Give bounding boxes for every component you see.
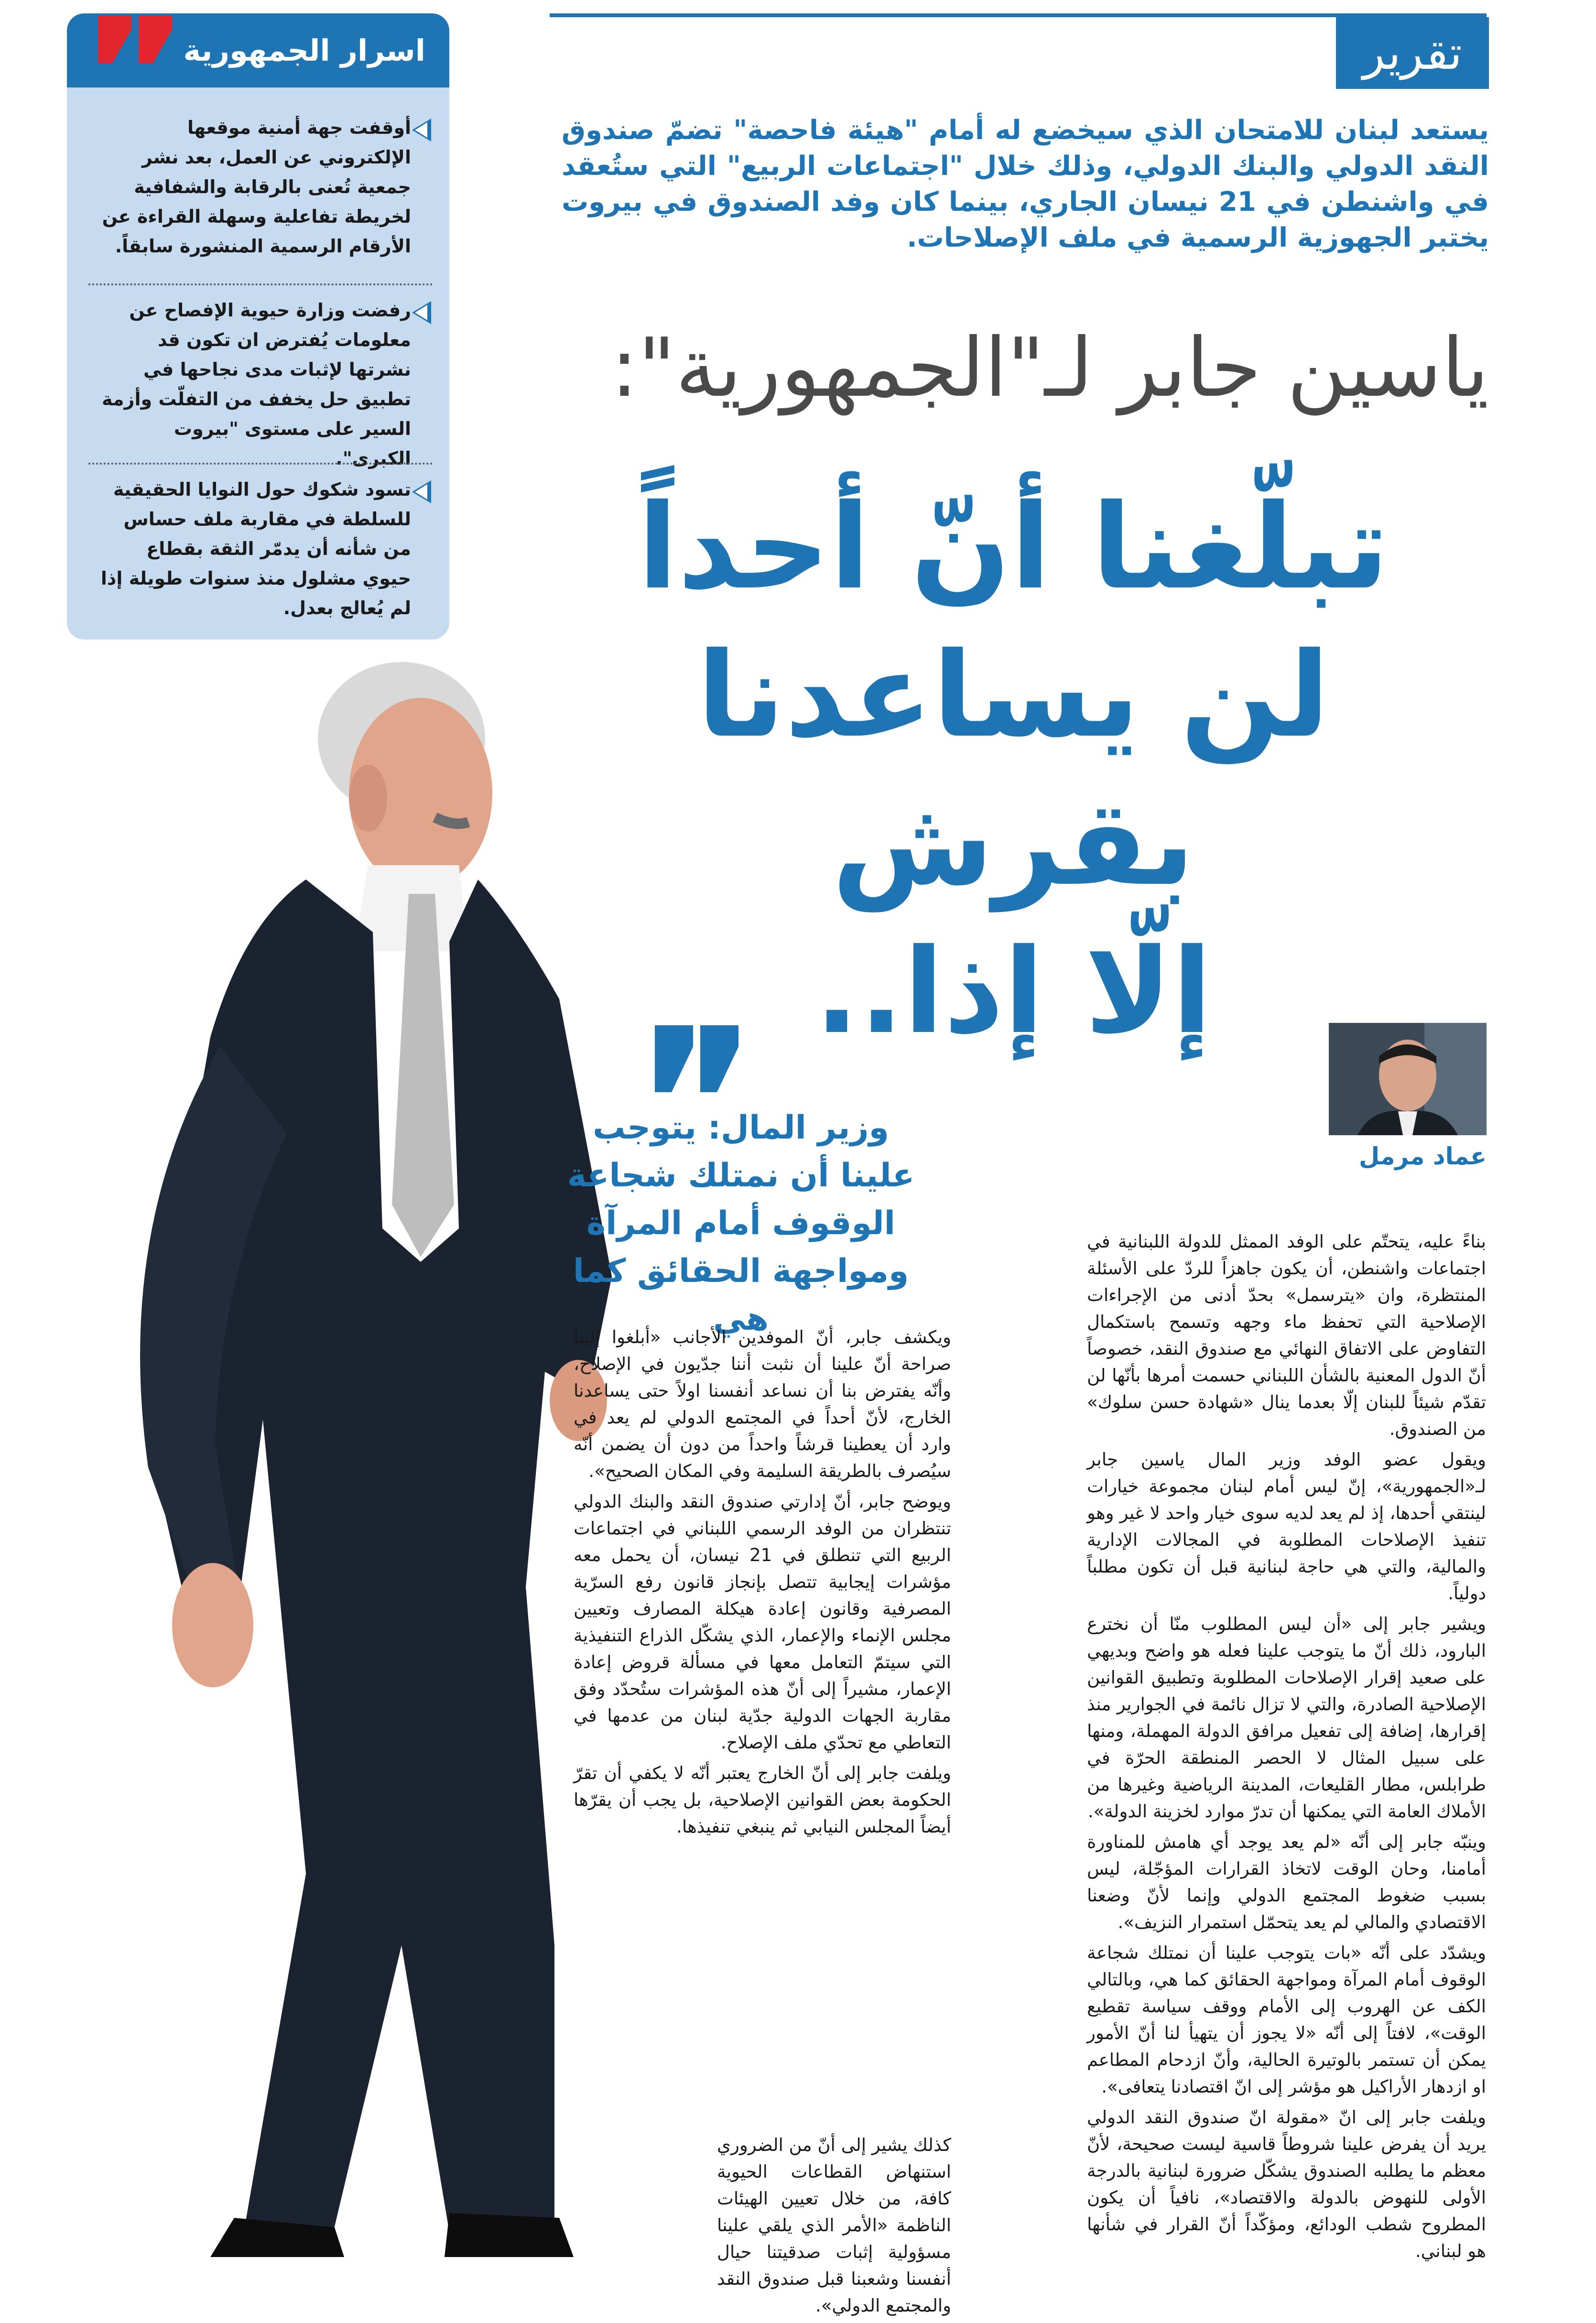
triangle-bullet-icon: [412, 119, 431, 141]
paragraph: ويكشف جابر، أنّ الموفدين الأجانب «أبلغوا إلينا صراحة أنّ علينا أن نثبت أننا جدّيون في الإصلاح، وأنّه يفترض بنا أن نساعد أنفسنا اولاً حتى يساعدنا الخارج، لأنّ أحداً في المجتمع الدولي لم يعد في وارد أن يعطينا قرشاً واحداً من دون أن يضمن أنّه سيُصرف بالطريقة السليمة وفي المكان الصحيح».: [574, 1327, 951, 1481]
headline-line: إلّا إذا..: [814, 923, 1212, 1060]
paragraph: ويقول عضو الوفد وزير المال ياسين جابر لـ«الجمهورية»، إنّ ليس أمام لبنان مجموعة خيارات لينتقي أحدها، إذ لم يعد لديه سوى خيار واحد لا غير وهو تنفيذ الإصلاحات المطلوبة في المجالات الإدارية والمالية، والتي هي حاجة لبنانية قبل أن تكون مطلباً دولياً.: [1087, 1449, 1486, 1604]
paragraph: وينبّه جابر إلى أنّه «لم يعد يوجد أي هامش للمناورة أمامنا، وحان الوقت لاتخاذ القرارات المؤجّلة، ليس بسبب ضغوط المجتمع الدولي وإنما لأنّ وضعنا الاقتصادي والمالي لم يعد يتحمّل استمرار النزيف».: [1087, 1832, 1486, 1932]
author-name: عماد مرمل: [1358, 1142, 1487, 1170]
article-column-left-narrow: [717, 2132, 951, 2323]
section-tag: تقرير: [1336, 17, 1489, 89]
minister-photo: [38, 655, 621, 2257]
sidebar-header: [67, 13, 449, 87]
author-photo: [1329, 1023, 1487, 1135]
paragraph: كذلك يشير إلى أنّ من الضروري استنهاض القطاعات الحيوية كافة، من خلال تعيين الهيئات الناظمة «الأمر الذي يلقي علينا مسؤولية إثبات صدقيتنا حيال أنفسنا وشعبنا قبل صندوق النقد والمجتمع الدولي».: [717, 2135, 951, 2316]
sidebar-item: رفضت وزارة حيوية الإفصاح عن معلومات يُفترض ان تكون قد نشرتها لإثبات مدى نجاحها في تطبيق حل يخفف من التفلّت وأزمة السير على مستوى "بيروت الكبرى".: [102, 300, 411, 469]
paragraph: ويوضح جابر، أنّ إدارتي صندوق النقد والبنك الدولي تنتظران من الوفد الرسمي اللبناني في اجتماعات الربيع التي تنطلق في 21 نيسان، أن يحمل معه مؤشرات إيجابية تتصل بإنجاز قانون رفع السرّية المصرفية وقانون إعادة هيكلة المصارف وتعيين مجلس الإنماء والإعمار، الذي يشكّل الذراع التنفيذية التي سيتمّ التعامل معها في مسألة قروض إعادة الإعمار، مشيراً إلى أنّ هذه المؤشرات ستُحدّد وفق مقاربة الجهات الدولية جدّية لبنان من عدمها في التعاطي مع تحدّي ملف الإصلاح.: [574, 1491, 951, 1753]
paragraph: ويلفت جابر إلى أنّ الخارج يعتبر أنّه لا يكفي أن تقرّ الحكومة بعض القوانين الإصلاحية، بل يجب أن يقرّها أيضاً المجلس النيابي ثم ينبغي تنفيذها.: [574, 1763, 951, 1837]
paragraph: ويلفت جابر إلى انّ «مقولة انّ صندوق النقد الدولي يريد أن يفرض علينا شروطاً قاسية ليست صحيحة، لأنّ معظم ما يطلبه الصندوق يشكّل ضرورة لبنانية بالدرجة الأولى للنهوض بالدولة والاقتصاد»، نافياً أن يكون المطروح شطب الودائع، ومؤكّداً أنّ القرار في شأنها هو لبناني.: [1087, 2107, 1486, 2261]
sidebar-divider: [88, 283, 433, 285]
red-quote-icon: [93, 13, 177, 68]
intro-paragraph: يستعد لبنان للامتحان الذي سيخضع له أمام "هيئة فاحصة" تضمّ صندوق النقد الدولي والبنك الدولي، وذلك خلال "اجتماعات الربيع" التي ستُعقد في واشنطن في 21 نيسان الجاري، بينما كان وفد الصندوق في بيروت يختبر الجهوزية الرسمية في ملف الإصلاحات.: [562, 115, 1489, 253]
headline-line: تبلّغنا أنّ أحداً: [637, 479, 1390, 615]
triangle-bullet-icon: [412, 480, 431, 503]
sidebar-item: تسود شكوك حول النوايا الحقيقية للسلطة في مقاربة ملف حساس من شأنه أن يدمّر الثقة بقطاع حيوي مشلول منذ سنوات طويلة إذا لم يُعالج بعدل.: [100, 479, 411, 619]
article-column-left: [574, 1324, 951, 1844]
secrets-sidebar: [67, 13, 449, 640]
pull-quote: وزير المال: يتوجب علينا أن نمتلك شجاعة الوقوف أمام المرآة ومواجهة الحقائق كما هي: [567, 1109, 915, 1338]
triangle-bullet-icon: [412, 301, 431, 324]
article-column-right: [1087, 1228, 1486, 2269]
sidebar-title: اسرار الجمهورية: [183, 33, 425, 68]
headline-line: لن يساعدنا بقرش: [697, 627, 1330, 912]
main-headline: [550, 473, 1477, 1066]
paragraph: ويشدّد على أنّه «بات يتوجب علينا أن نمتلك شجاعة الوقوف أمام المرآة ومواجهة الحقائق كما هي، وبالتالي الكف عن الهروب إلى الأمام ووقف سياسة تقطيع الوقت»، لافتاً إلى أنّه «لا يجوز أن يتهيأ لنا أنّ الأمور يمكن أن تستمر بالوتيرة الحالية، وأنّ ازدحام المطاعم او ازدهار الأراكيل هو مؤشر إلى انّ اقتصادنا يتعافى».: [1087, 1943, 1486, 2097]
top-rule: [550, 13, 1487, 17]
blue-quote-icon: [650, 1020, 743, 1097]
paragraph: ويشير جابر إلى «أن ليس المطلوب منّا أن نخترع البارود، ذلك أنّ ما يتوجب علينا فعله هو واضح وبديهي على صعيد إقرار الإصلاحات المطلوبة وتطبيق القوانين الإصلاحية الصادرة، والتي لا تزال نائمة في الجوارير منذ إقرارها، إضافة إلى تفعيل مرافق الدولة المهملة، ومنها على سبيل المثال لا الحصر المنطقة الحرّة في طرابلس، مطار القليعات، المدينة الرياضية وغيرها من الأملاك العامة التي يمكنها أن تدرّ موارد لخزينة الدولة».: [1087, 1614, 1486, 1822]
sidebar-divider: [88, 463, 433, 465]
paragraph: بناءً عليه، يتحتّم على الوفد الممثل للدولة اللبنانية في اجتماعات واشنطن، أن يكون جاهزاً للردّ على الأسئلة المنتظرة، وان «يترسمل» بحدّ أدنى من الإجراءات الإصلاحية التي تحفظ ماء وجهه وتسمح باستكمال التفاوض على الاتفاق النهائي مع صندوق النقد، خصوصاً أنّ الدول المعنية بالشأن اللبناني حسمت أمرها بأنّها لن تقدّم شيئاً للبنان إلّا بعدما ينال «شهادة حسن سلوك» من الصندوق.: [1087, 1231, 1486, 1439]
headline-kicker: ياسين جابر لـ"الجمهورية":: [610, 321, 1489, 415]
sidebar-item: أوقفت جهة أمنية موقعها الإلكتروني عن العمل، بعد نشر جمعية تُعنى بالرقابة والشفافية لخريطة تفاعلية وسهلة القراءة عن الأرقام الرسمية المنشورة سابقاً.: [102, 117, 411, 257]
